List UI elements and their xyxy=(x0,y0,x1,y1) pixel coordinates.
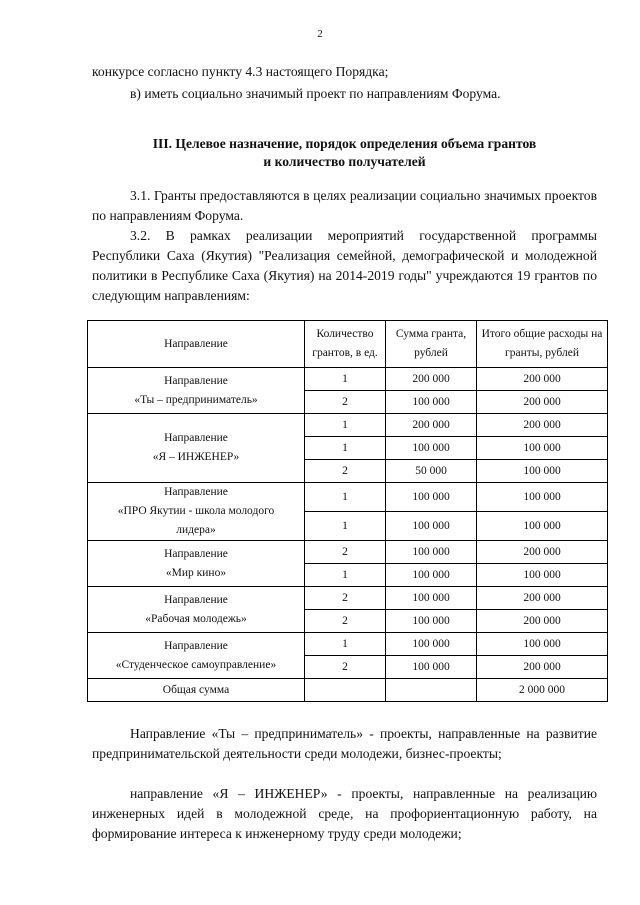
header-total: Итого общие расходы на гранты, рублей xyxy=(477,321,608,368)
direction-cell xyxy=(88,633,305,679)
grant-count-cell: 2 xyxy=(305,391,386,414)
grant-total-cell: 200 000 xyxy=(477,368,608,391)
grant-total-cell: 200 000 xyxy=(477,391,608,414)
table-row xyxy=(88,633,608,656)
table-row xyxy=(88,587,608,610)
table-header-row xyxy=(88,321,608,368)
direction-cell xyxy=(88,414,305,483)
direction-label: Направление xyxy=(164,432,228,444)
grant-count-cell: 2 xyxy=(305,541,386,564)
total-value: 2 000 000 xyxy=(477,679,608,702)
total-count-empty xyxy=(305,679,386,702)
direction-name: «Ты – предприниматель» xyxy=(134,393,258,406)
grant-total-cell: 200 000 xyxy=(477,587,608,610)
heading-line-1: III. Целевое назначение, порядок определения объема грантов xyxy=(152,136,537,151)
grant-amount-cell: 200 000 xyxy=(386,368,477,391)
grant-amount-cell: 100 000 xyxy=(386,587,477,610)
grant-total-cell: 200 000 xyxy=(477,610,608,633)
grant-amount-cell: 100 000 xyxy=(386,541,477,564)
direction-name: «Рабочая молодежь» xyxy=(145,612,247,625)
direction-cell xyxy=(88,483,305,541)
grant-count-cell: 1 xyxy=(305,437,386,460)
grant-total-cell: 100 000 xyxy=(477,460,608,483)
direction-name: «Студенческое самоуправление» xyxy=(115,658,277,671)
direction-label: Направление xyxy=(164,593,228,606)
paragraph-3-1: 3.1. Гранты предоставляются в целях реализации социально значимых проектов по направлениям Форума. xyxy=(92,188,597,223)
grant-count-cell: 1 xyxy=(305,512,386,541)
grant-total-cell: 200 000 xyxy=(477,541,608,564)
grant-total-cell: 100 000 xyxy=(477,564,608,587)
grant-count-cell: 1 xyxy=(305,633,386,656)
table-row xyxy=(88,368,608,391)
intro-line-2: в) иметь социально значимый проект по направлениям Форума. xyxy=(130,86,501,101)
grant-total-cell: 100 000 xyxy=(477,633,608,656)
grant-amount-cell: 100 000 xyxy=(386,483,477,512)
direction-label: Направление xyxy=(164,639,228,652)
grant-count-cell: 2 xyxy=(305,610,386,633)
table-row xyxy=(88,483,608,512)
grant-amount-cell: 100 000 xyxy=(386,391,477,414)
grant-total-cell: 100 000 xyxy=(477,512,608,541)
grant-amount-cell: 100 000 xyxy=(386,656,477,679)
header-amount: Сумма гранта, рублей xyxy=(386,321,477,368)
table-row xyxy=(88,414,608,437)
grant-count-cell: 1 xyxy=(305,564,386,587)
grant-total-cell: 100 000 xyxy=(477,437,608,460)
direction-name: «Мир кино» xyxy=(165,566,227,579)
direction-name: «Я – ИНЖЕНЕР» xyxy=(152,451,240,463)
direction-label: Направление xyxy=(164,374,228,387)
grant-amount-cell: 100 000 xyxy=(386,610,477,633)
header-direction: Направление xyxy=(88,321,305,368)
paragraph-direction-1: Направление «Ты – предприниматель» - проекты, направленные на развитие предпринимательской деятельности среди молодежи, бизнес-проекты; xyxy=(92,726,597,761)
grant-total-cell: 100 000 xyxy=(477,483,608,512)
grant-count-cell: 2 xyxy=(305,587,386,610)
direction-cell xyxy=(88,587,305,633)
grant-total-cell: 200 000 xyxy=(477,656,608,679)
direction-cell xyxy=(88,368,305,414)
grant-total-cell: 200 000 xyxy=(477,414,608,437)
paragraph-direction-2: направление «Я – ИНЖЕНЕР» - проекты, направленные на реализацию инженерных идей в молодежной среде, на профориентационную работу, на формирование интереса к инженерному труду среди молодежи; xyxy=(92,786,597,841)
direction-name: «ПРО Якутии - школа молодого лидера» xyxy=(117,505,275,536)
grant-amount-cell: 100 000 xyxy=(386,633,477,656)
grant-amount-cell: 100 000 xyxy=(386,512,477,541)
grant-amount-cell: 100 000 xyxy=(386,437,477,460)
header-count: Количество грантов, в ед. xyxy=(305,321,386,368)
direction-cell xyxy=(88,541,305,587)
grant-count-cell: 2 xyxy=(305,460,386,483)
intro-line-1: конкурсе согласно пункту 4.3 настоящего Порядка; xyxy=(92,64,389,79)
grant-count-cell: 1 xyxy=(305,483,386,512)
grant-count-cell: 1 xyxy=(305,414,386,437)
section-heading xyxy=(92,135,597,171)
direction-label: Направление xyxy=(164,547,228,560)
grants-table-body xyxy=(88,368,608,679)
grant-count-cell: 1 xyxy=(305,368,386,391)
heading-line-2: и количество получателей xyxy=(263,154,426,169)
direction-label: Направление xyxy=(164,486,228,498)
total-label: Общая сумма xyxy=(88,679,305,702)
grant-amount-cell: 50 000 xyxy=(386,460,477,483)
table-row xyxy=(88,541,608,564)
page-number: 2 xyxy=(317,28,323,40)
paragraph-3-2: 3.2. В рамках реализации мероприятий государственной программы Республики Саха (Якутия) "Реализация семейной, демографической и молодежной политики в Республике Саха (Якутия) на 2014-2019 годы" учреждаются 19 грантов по следующим направлениям: xyxy=(92,228,597,303)
total-amount-empty xyxy=(386,679,477,702)
table-total-row xyxy=(88,679,608,702)
grant-amount-cell: 100 000 xyxy=(386,564,477,587)
grants-table xyxy=(87,320,608,702)
grant-amount-cell: 200 000 xyxy=(386,414,477,437)
grant-count-cell: 2 xyxy=(305,656,386,679)
